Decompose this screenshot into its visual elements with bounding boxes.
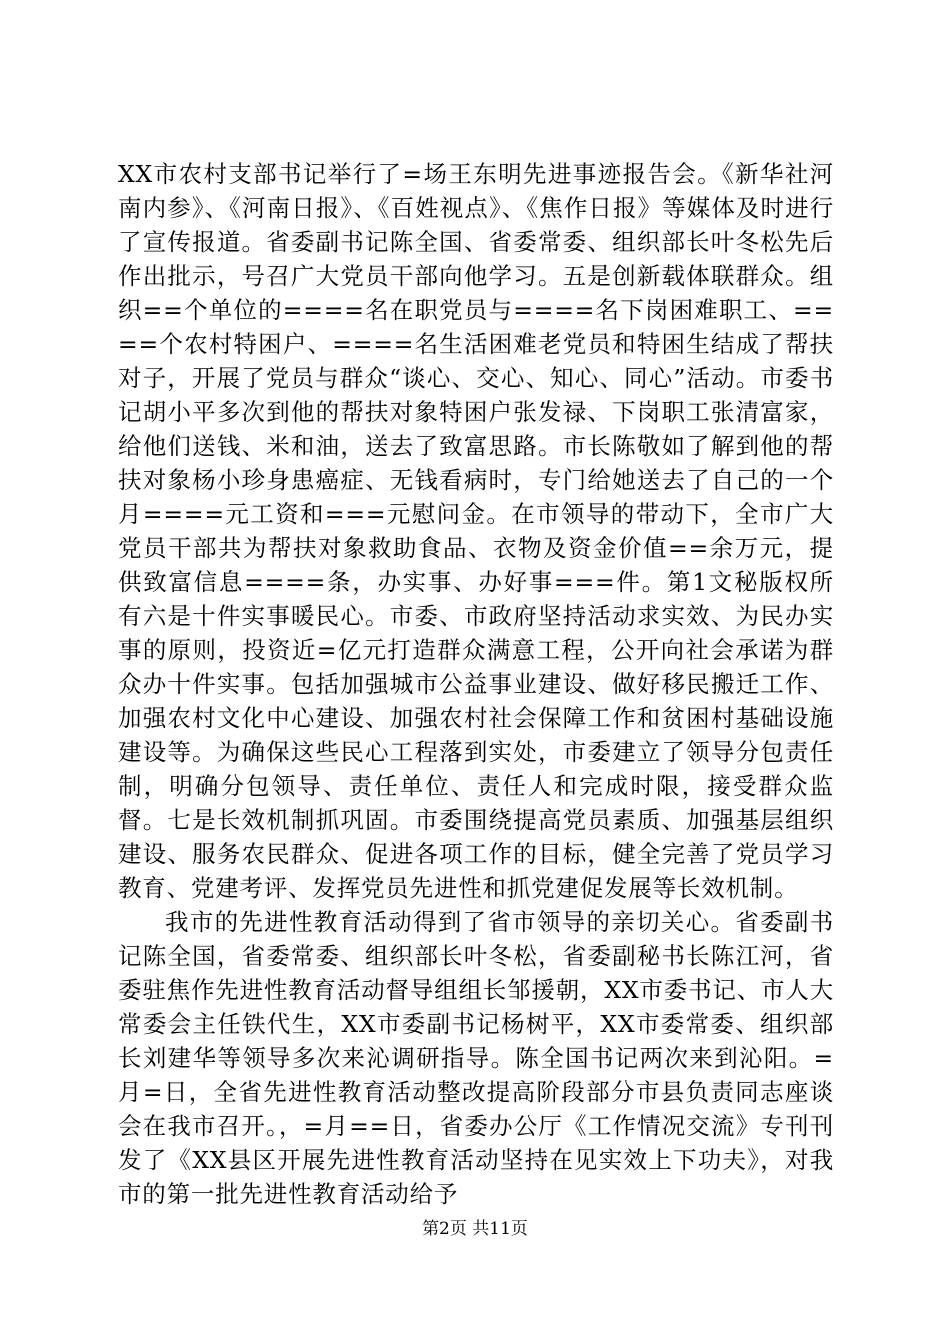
paragraph-2: 我市的先进性教育活动得到了省市领导的亲切关心。省委副书记陈全国，省委常委、组织部长叶冬松，省委副秘书长陈江河，省委驻焦作先进性教育活动督导组组长邹援朝，XX市委书记、市人大常委会主任铁代生，XX市委副书记杨树平，XX市委常委、组织部长刘建华等领导多次来沁调研指导。陈全国书记两次来到沁阳。=月=日，全省先进性教育活动整改提高阶段部分市县负责同志座谈会在我市召开。，=月==日，省委办公厅《工作情况交流》专刊刊发了《XX县区开展先进性教育活动坚持在见实效上下功夫》，对我市的第一批先进性教育活动给予 [118,908,834,1208]
document-body [118,157,834,1211]
page-footer: 第2页 共11页 [422,1219,528,1239]
paragraph-1: XX市农村支部书记举行了=场王东明先进事迹报告会。《新华社河南内参》、《河南日报》、《百姓视点》、《焦作日报》等媒体及时进行了宣传报道。省委副书记陈全国、省委常委、组织部长叶冬松先后作出批示，号召广大党员干部向他学习。五是创新载体联群众。组织==个单位的====名在职党员与====名下岗困难职工、====个农村特困户、====名生活困难老党员和特困生结成了帮扶对子，开展了党员与群众“谈心、交心、知心、同心”活动。市委书记胡小平多次到他的帮扶对象特困户张发禄、下岗职工张清富家，给他们送钱、米和油，送去了致富思路。市长陈敬如了解到他的帮扶对象杨小珍身患癌症、无钱看病时，专门给她送去了自己的一个月====元工资和===元慰问金。在市领导的带动下，全市广大党员干部共为帮扶对象救助食品、衣物及资金价值==余万元，提供致富信息====条，办实事、办好事===件。第1文秘版权所有六是十件实事暖民心。市委、市政府坚持活动求实效、为民办实事的原则，投资近=亿元打造群众满意工程，公开向社会承诺为群众办十件实事。包括加强城市公益事业建设、做好移民搬迁工作、加强农村文化中心建设、加强农村社会保障工作和贫困村基础设施建设等。为确保这些民心工程落到实处，市委建立了领导分包责任制，明确分包领导、责任单位、责任人和完成时限，接受群众监督。七是长效机制抓巩固。市委围绕提高党员素质、加强基层组织建设、服务农民群众、促进各项工作的目标，健全完善了党员学习教育、党建考评、发挥党员先进性和抓党建促发展等长效机制。 [118,160,834,902]
